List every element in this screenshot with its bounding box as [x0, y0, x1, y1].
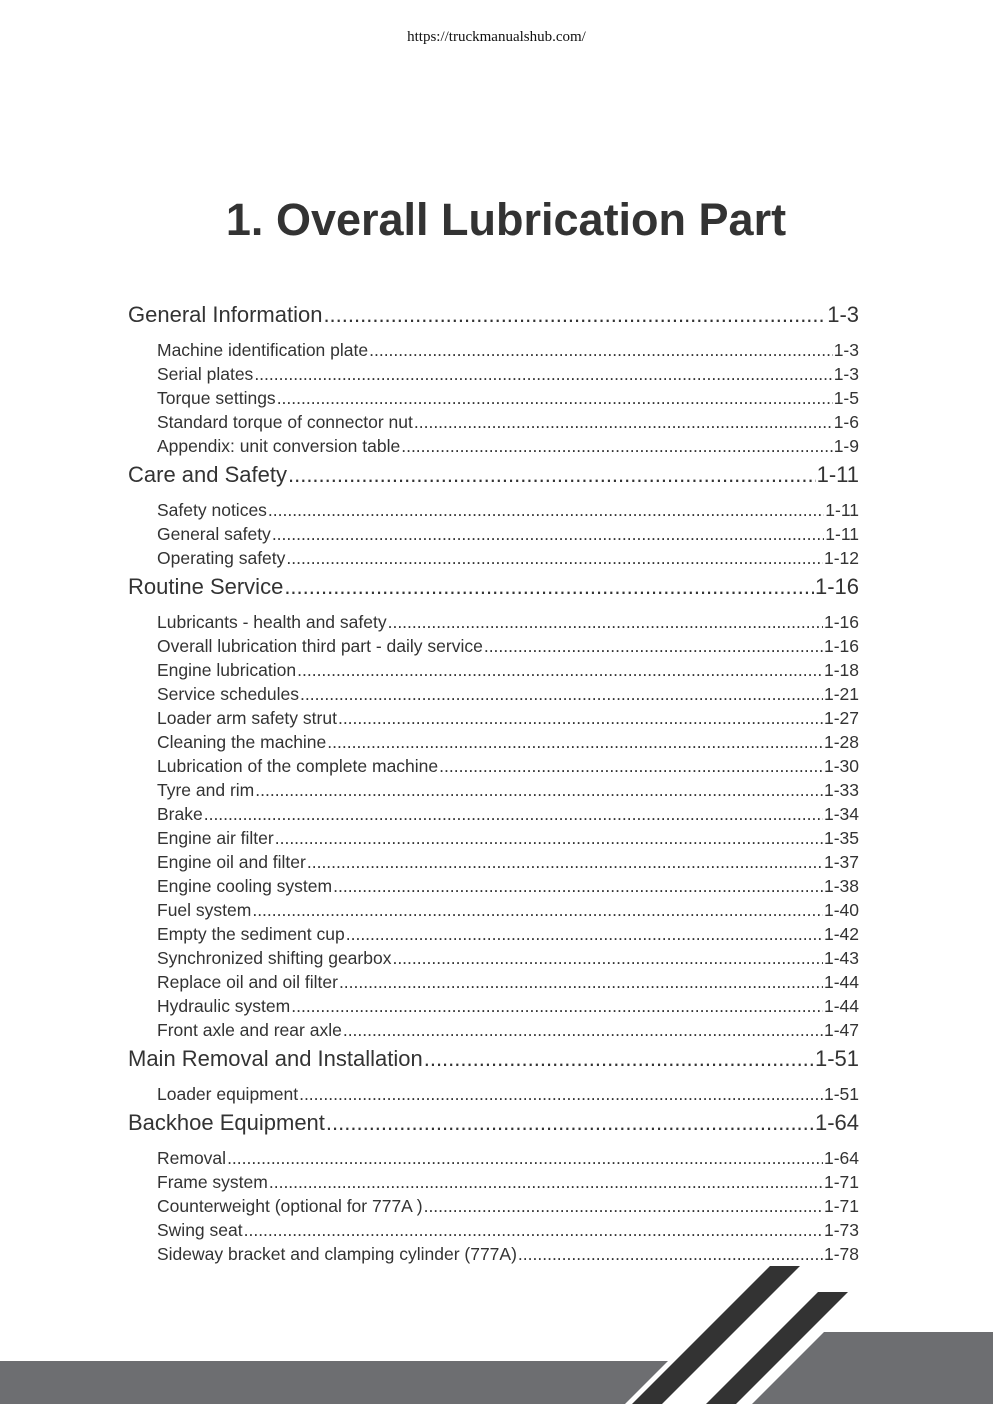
- toc-entry[interactable]: [128, 1194, 859, 1218]
- toc-entry[interactable]: [128, 706, 859, 730]
- toc-entry[interactable]: [128, 754, 859, 778]
- toc-entry-label: Safety notices: [157, 500, 267, 520]
- toc-entry-page: 1-33: [823, 780, 859, 800]
- table-of-contents: [128, 298, 859, 1266]
- toc-entry-label: Front axle and rear axle: [157, 1020, 342, 1040]
- page-title: 1. Overall Lubrication Part: [225, 194, 787, 245]
- toc-leader-dots: [297, 658, 823, 682]
- toc-section-page: 1-3: [827, 302, 859, 327]
- toc-entry[interactable]: [128, 338, 859, 362]
- toc-leader-dots: [275, 826, 823, 850]
- toc-entry[interactable]: [128, 410, 859, 434]
- toc-leader-dots: [326, 1106, 814, 1140]
- toc-entry-label: Engine air filter: [157, 828, 274, 848]
- toc-entry-label: Frame system: [157, 1172, 268, 1192]
- toc-entry-label: Loader arm safety strut: [157, 708, 337, 728]
- toc-entry[interactable]: [128, 1018, 859, 1042]
- toc-entry[interactable]: [128, 682, 859, 706]
- toc-entry-label: Lubricants - health and safety: [157, 612, 387, 632]
- toc-section-label: Backhoe Equipment: [128, 1110, 325, 1135]
- toc-leader-dots: [288, 458, 816, 492]
- toc-entry-page: 1-71: [823, 1172, 859, 1192]
- toc-leader-dots: [286, 546, 823, 570]
- toc-leader-dots: [323, 298, 826, 332]
- toc-entry[interactable]: [128, 498, 859, 522]
- toc-leader-dots: [255, 778, 823, 802]
- toc-entry-page: 1-64: [823, 1148, 859, 1168]
- toc-entry-label: Machine identification plate: [157, 340, 369, 360]
- footer-decoration: [0, 1260, 993, 1404]
- toc-entry-label: Engine cooling system: [157, 876, 333, 896]
- toc-entry[interactable]: [128, 610, 859, 634]
- toc-leader-dots: [424, 1042, 814, 1076]
- toc-entry-label: Engine lubrication: [157, 660, 297, 680]
- toc-leader-dots: [343, 1018, 823, 1042]
- toc-leader-dots: [388, 610, 823, 634]
- toc-entry[interactable]: [128, 1082, 859, 1106]
- toc-entry-label: Loader equipment: [157, 1084, 299, 1104]
- toc-entry-label: Brake: [157, 804, 203, 824]
- toc-entry[interactable]: [128, 970, 859, 994]
- toc-entry-label: Tyre and rim: [157, 780, 255, 800]
- toc-entry-page: 1-37: [823, 852, 859, 872]
- toc-entry[interactable]: [128, 634, 859, 658]
- toc-entry-label: Torque settings: [157, 388, 276, 408]
- toc-entry-label: Appendix: unit conversion table: [157, 436, 401, 456]
- toc-entry[interactable]: [128, 1146, 859, 1170]
- toc-entry-page: 1-42: [823, 924, 859, 944]
- toc-entry[interactable]: [128, 946, 859, 970]
- toc-leader-dots: [291, 994, 823, 1018]
- toc-section-label: Main Removal and Installation: [128, 1046, 423, 1071]
- toc-leader-dots: [269, 1170, 823, 1194]
- toc-entry[interactable]: [128, 1218, 859, 1242]
- toc-section[interactable]: [128, 298, 859, 332]
- toc-entry-page: 1-38: [823, 876, 859, 896]
- toc-entry-page: 1-40: [823, 900, 859, 920]
- toc-leader-dots: [401, 434, 832, 458]
- toc-entry[interactable]: [128, 1170, 859, 1194]
- toc-entry[interactable]: [128, 658, 859, 682]
- toc-entry-page: 1-43: [823, 948, 859, 968]
- toc-entry[interactable]: [128, 874, 859, 898]
- toc-entry[interactable]: [128, 898, 859, 922]
- toc-section-label: Care and Safety: [128, 462, 287, 487]
- toc-entry[interactable]: [128, 362, 859, 386]
- toc-entry-page: 1-3: [833, 340, 859, 360]
- toc-section[interactable]: [128, 1042, 859, 1076]
- toc-entry-label: Cleaning the machine: [157, 732, 327, 752]
- toc-leader-dots: [204, 802, 823, 826]
- toc-entry-label: Standard torque of connector nut: [157, 412, 413, 432]
- toc-entry-label: Fuel system: [157, 900, 252, 920]
- toc-entry[interactable]: [128, 994, 859, 1018]
- toc-entry-page: 1-6: [833, 412, 859, 432]
- toc-entry-page: 1-12: [823, 548, 859, 568]
- toc-leader-dots: [346, 922, 823, 946]
- toc-entry-page: 1-44: [823, 996, 859, 1016]
- toc-entry-page: 1-35: [823, 828, 859, 848]
- toc-entry-label: Synchronized shifting gearbox: [157, 948, 392, 968]
- toc-entry-page: 1-11: [825, 500, 859, 520]
- toc-entry-label: Swing seat: [157, 1220, 243, 1240]
- toc-entry[interactable]: [128, 522, 859, 546]
- toc-leader-dots: [277, 386, 833, 410]
- toc-entry-page: 1-3: [833, 364, 859, 384]
- source-url[interactable]: https://truckmanualshub.com/: [407, 29, 586, 45]
- toc-leader-dots: [252, 898, 823, 922]
- toc-entry-label: Replace oil and oil filter: [157, 972, 338, 992]
- toc-leader-dots: [244, 1218, 823, 1242]
- footer-band-left: [0, 1361, 668, 1404]
- toc-entry-page: 1-78: [823, 1244, 859, 1264]
- toc-section[interactable]: [128, 570, 859, 604]
- toc-leader-dots: [369, 338, 833, 362]
- toc-entry-label: Overall lubrication third part - daily service: [157, 636, 483, 656]
- toc-leader-dots: [299, 1082, 823, 1106]
- toc-section-page: 1-51: [814, 1046, 859, 1071]
- toc-entry-page: 1-21: [823, 684, 859, 704]
- toc-entry[interactable]: [128, 826, 859, 850]
- toc-entry-label: Service schedules: [157, 684, 300, 704]
- toc-entry-page: 1-73: [823, 1220, 859, 1240]
- toc-leader-dots: [300, 682, 823, 706]
- toc-entry-page: 1-16: [823, 612, 859, 632]
- toc-entry-label: Counterweight (optional for 777A ): [157, 1196, 423, 1216]
- toc-section-page: 1-16: [814, 574, 859, 599]
- toc-leader-dots: [339, 970, 823, 994]
- toc-entry-page: 1-9: [833, 436, 859, 456]
- toc-section-page: 1-11: [816, 462, 859, 487]
- toc-entry[interactable]: [128, 386, 859, 410]
- toc-entry-page: 1-34: [823, 804, 859, 824]
- toc-entry[interactable]: [128, 922, 859, 946]
- toc-section-label: Routine Service: [128, 574, 284, 599]
- toc-leader-dots: [272, 522, 824, 546]
- toc-entry-label: Operating safety: [157, 548, 286, 568]
- toc-entry-label: General safety: [157, 524, 271, 544]
- toc-leader-dots: [307, 850, 823, 874]
- toc-entry-page: 1-18: [823, 660, 859, 680]
- toc-entry-label: Engine oil and filter: [157, 852, 306, 872]
- toc-leader-dots: [284, 570, 814, 604]
- toc-entry-page: 1-16: [823, 636, 859, 656]
- toc-leader-dots: [424, 1194, 823, 1218]
- toc-section-label: General Information: [128, 302, 323, 327]
- toc-entry[interactable]: [128, 730, 859, 754]
- toc-leader-dots: [254, 362, 832, 386]
- toc-entry-page: 1-30: [823, 756, 859, 776]
- toc-leader-dots: [414, 410, 833, 434]
- toc-leader-dots: [327, 730, 823, 754]
- toc-leader-dots: [338, 706, 823, 730]
- toc-entry-page: 1-28: [823, 732, 859, 752]
- toc-leader-dots: [484, 634, 823, 658]
- toc-section[interactable]: [128, 458, 859, 492]
- toc-leader-dots: [268, 498, 824, 522]
- toc-leader-dots: [439, 754, 823, 778]
- toc-entry[interactable]: [128, 546, 859, 570]
- toc-entry-page: 1-11: [825, 524, 859, 544]
- toc-entry-label: Lubrication of the complete machine: [157, 756, 439, 776]
- toc-entry[interactable]: [128, 434, 859, 458]
- toc-entry[interactable]: [128, 802, 859, 826]
- toc-leader-dots: [227, 1146, 823, 1170]
- toc-section-page: 1-64: [814, 1110, 859, 1135]
- toc-section[interactable]: [128, 1106, 859, 1140]
- toc-entry-label: Hydraulic system: [157, 996, 291, 1016]
- toc-entry[interactable]: [128, 778, 859, 802]
- toc-entry-label: Serial plates: [157, 364, 254, 384]
- toc-entry-page: 1-5: [833, 388, 859, 408]
- toc-entry[interactable]: [128, 850, 859, 874]
- toc-entry-page: 1-27: [823, 708, 859, 728]
- toc-entry-page: 1-71: [823, 1196, 859, 1216]
- toc-entry-page: 1-47: [823, 1020, 859, 1040]
- toc-entry-label: Empty the sediment cup: [157, 924, 345, 944]
- toc-entry-label: Removal: [157, 1148, 227, 1168]
- toc-leader-dots: [392, 946, 823, 970]
- toc-entry-label: Sideway bracket and clamping cylinder (777A): [157, 1244, 517, 1264]
- toc-leader-dots: [333, 874, 823, 898]
- toc-entry-page: 1-51: [823, 1084, 859, 1104]
- toc-entry-page: 1-44: [823, 972, 859, 992]
